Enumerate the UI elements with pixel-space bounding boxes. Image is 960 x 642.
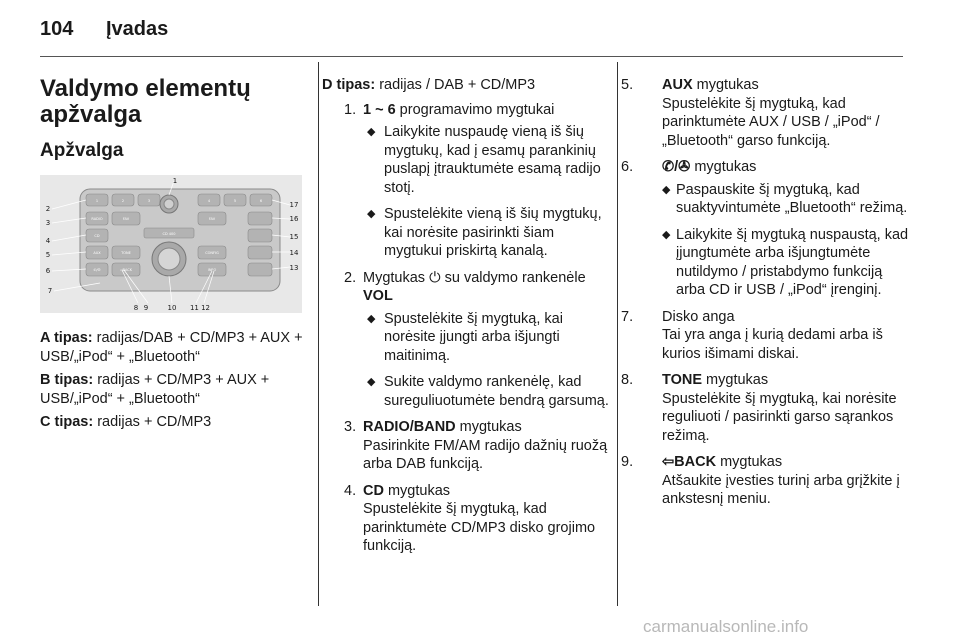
radio-type-b: B tipas: radijas + CD/MP3 + AUX + USB/„iPod“ + „Bluetooth“ bbox=[40, 372, 270, 407]
list-item: 9. ⇦BACK mygtukas bbox=[621, 454, 783, 470]
radio-type-c: C tipas: radijas + CD/MP3 bbox=[40, 414, 212, 430]
bullet-icon: ◆ bbox=[367, 126, 376, 138]
column-divider bbox=[617, 62, 618, 606]
bullet-item: ◆ Spustelėkite šį mygtuką, kai norėsite įjungti arba išjungti maitinimą. bbox=[367, 310, 563, 364]
column-middle bbox=[322, 62, 612, 606]
list-item: 5. AUX mygtukas bbox=[621, 77, 759, 93]
svg-text:8: 8 bbox=[133, 304, 139, 312]
svg-text:FAV: FAV bbox=[122, 217, 130, 221]
svg-text:7: 7 bbox=[47, 287, 53, 295]
list-item: 3. RADIO/BAND mygtukas bbox=[344, 419, 522, 435]
svg-text:RADIO: RADIO bbox=[91, 217, 103, 221]
control-panel-drawing bbox=[40, 175, 302, 313]
svg-text:◁BACK: ◁BACK bbox=[119, 268, 133, 272]
svg-text:2: 2 bbox=[45, 205, 51, 213]
list-item: 2. Mygtukas ⏻ su valdymo rankenėle VOL bbox=[344, 269, 586, 304]
bullet-icon: ◆ bbox=[367, 376, 376, 388]
list-item-description: Tai yra anga į kurią dedami arba iš kurios išimami diskai. bbox=[662, 327, 883, 362]
control-panel-illustration bbox=[40, 175, 302, 313]
back-arrow-icon: ⇦ bbox=[662, 454, 675, 470]
page-section-title: Įvadas bbox=[106, 18, 169, 40]
svg-text:15: 15 bbox=[289, 233, 299, 241]
list-item-description: Spustelėkite šį mygtuką, kai norėsite reguliuoti / pasirinkti garso sąrankos režimą. bbox=[662, 390, 897, 444]
list-item-description: Spustelėkite šį mygtuką, kad parinktumėte CD/MP3 disko grojimo funkciją. bbox=[363, 501, 596, 554]
list-item: 4. CD mygtukas bbox=[344, 482, 451, 499]
bullet-item: ◆ Laikykite nuspaudę vieną iš šių mygtukų, kad į esamų parankinių puslapį įtrauktumėte esamą radijo stotį. bbox=[367, 124, 601, 196]
list-item-description: Pasirinkite FM/AM radijo dažnių ruožą arba DAB funkciją. bbox=[363, 437, 608, 472]
bullet-icon: ◆ bbox=[662, 183, 671, 196]
svg-text:3: 3 bbox=[45, 219, 51, 227]
svg-text:CONFIG: CONFIG bbox=[205, 251, 219, 255]
svg-text:1: 1 bbox=[172, 177, 178, 185]
svg-text:4: 4 bbox=[207, 199, 211, 203]
svg-text:CD 400: CD 400 bbox=[162, 232, 176, 236]
list-item: 6. ✆/✇ mygtukas bbox=[621, 159, 757, 175]
bullet-item: ◆ Sukite valdymo rankenėlę, kad sureguliuotumėte bendrą garsumą. bbox=[367, 374, 609, 409]
column-left bbox=[40, 62, 304, 606]
svg-text:✆/✇: ✆/✇ bbox=[93, 268, 101, 272]
svg-text:TONE: TONE bbox=[121, 251, 131, 255]
watermark: carmanualsonline.info bbox=[643, 617, 809, 636]
column-divider bbox=[318, 62, 319, 606]
section-title-line: Valdymo elementų bbox=[40, 75, 251, 102]
svg-text:5: 5 bbox=[45, 251, 51, 259]
bullet-icon: ◆ bbox=[367, 312, 376, 325]
bullet-item: ◆ Laikykite šį mygtuką nuspaustą, kad įjungtumėte arba išjungtumėte nutildymo / pristabdymo funkciją arba CD ir USB / „iPod“ įrenginį. bbox=[662, 226, 909, 298]
svg-text:3: 3 bbox=[147, 199, 151, 203]
list-item: 7. Disko anga bbox=[621, 308, 735, 325]
svg-text:10: 10 bbox=[167, 304, 177, 312]
svg-text:9: 9 bbox=[143, 304, 149, 312]
svg-text:11 12: 11 12 bbox=[189, 304, 211, 312]
phone-mute-icon: ✆/✇ bbox=[662, 159, 691, 175]
bullet-item: ◆ Paspauskite šį mygtuką, kad suaktyvintumėte „Bluetooth“ režimą. bbox=[662, 181, 908, 216]
list-item: 1. 1 ~ 6 programavimo mygtukai bbox=[344, 101, 555, 118]
svg-text:13: 13 bbox=[289, 264, 299, 272]
list-item-description: Spustelėkite šį mygtuką, kad parinktumėte AUX / USB / „iPod“ / „Bluetooth“ garso funkciją. bbox=[662, 95, 880, 149]
svg-text:AUX: AUX bbox=[93, 251, 101, 255]
svg-text:6: 6 bbox=[45, 267, 51, 275]
page-number: 104 bbox=[40, 18, 74, 40]
svg-text:FAV: FAV bbox=[208, 217, 216, 221]
section-title-line: apžvalga bbox=[40, 101, 142, 128]
bullet-icon: ◆ bbox=[662, 228, 671, 241]
svg-text:17: 17 bbox=[289, 201, 299, 209]
list-item-description: Atšaukite įvesties turinį arba grįžkite į ankstesnį meniu. bbox=[662, 472, 900, 507]
power-icon: ⏻ bbox=[429, 269, 441, 286]
svg-text:4: 4 bbox=[45, 237, 51, 245]
bullet-icon: ◆ bbox=[367, 208, 376, 220]
subsection-title: Apžvalga bbox=[40, 140, 124, 161]
radio-type-d: D tipas: radijas / DAB + CD/MP3 bbox=[322, 77, 536, 93]
svg-text:16: 16 bbox=[289, 215, 299, 223]
svg-text:6: 6 bbox=[259, 199, 263, 203]
section-title bbox=[40, 76, 304, 128]
header-divider bbox=[40, 56, 903, 57]
list-item: 8. TONE mygtukas bbox=[621, 372, 769, 388]
svg-text:1: 1 bbox=[95, 199, 99, 203]
radio-type-list bbox=[40, 329, 304, 432]
svg-text:2: 2 bbox=[121, 199, 125, 203]
column-right bbox=[621, 62, 911, 606]
bullet-item: ◆ Spustelėkite vieną iš šių mygtukų, kai norėsite pasirinkti šiam mygtukui priskirtą kanalą. bbox=[367, 206, 602, 259]
svg-text:INFO: INFO bbox=[207, 268, 217, 272]
svg-text:5: 5 bbox=[233, 199, 237, 203]
svg-text:CD: CD bbox=[94, 234, 100, 238]
svg-text:14: 14 bbox=[289, 249, 299, 257]
radio-type-a: A tipas: radijas/DAB + CD/MP3 + AUX + USB/„iPod“ + „Bluetooth“ bbox=[40, 330, 303, 365]
